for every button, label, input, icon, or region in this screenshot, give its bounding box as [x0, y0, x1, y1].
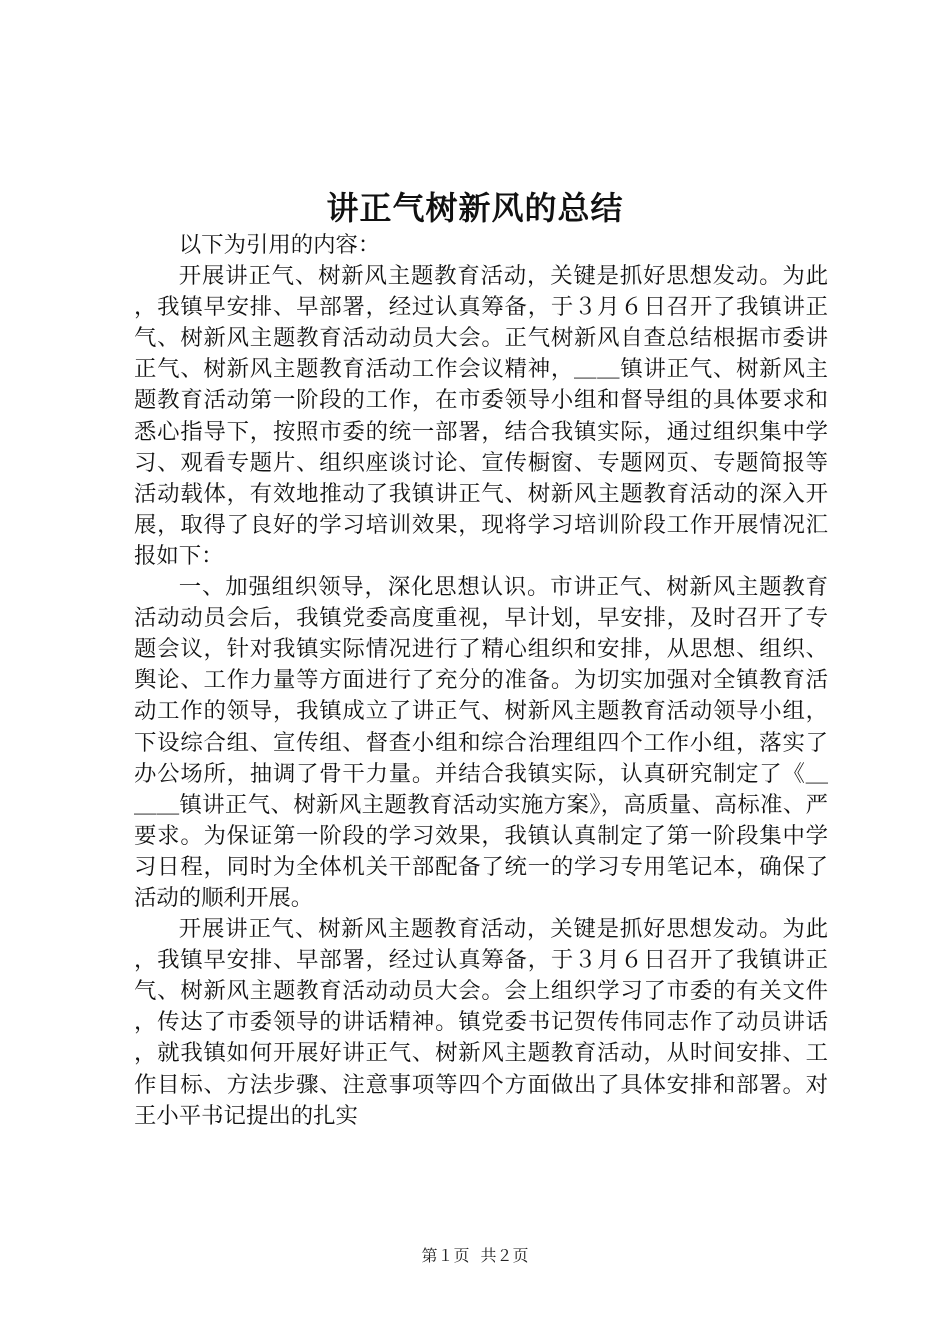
document-body: [134, 230, 828, 1132]
paragraph-intro: 以下为引用的内容：: [178, 232, 381, 258]
paragraph-2: 一、加强组织领导，深化思想认识。市讲正气、树新风主题教育活动动员会后，我镇党委高度重视，早计划，早安排，及时召开了专题会议，针对我镇实际情况进行了精心组织和安排，从思想、组织、舆论、工作力量等方面进行了充分的准备。为切实加强对全镇教育活动工作的领导，我镇成立了讲正气、树新风主题教育活动领导小组，下设综合组、宣传组、督查小组和综合治理组四个工作小组，落实了办公场所，抽调了骨干力量。并结合我镇实际，认真研究制定了《＿＿＿镇讲正气、树新风主题教育活动实施方案》，高质量、高标准、严要求。为保证第一阶段的学习效果，我镇认真制定了第一阶段集中学习日程，同时为全体机关干部配备了统一的学习专用笔记本，确保了活动的顺利开展。: [134, 574, 828, 911]
page-total: 共２页: [480, 1246, 529, 1265]
document-title: 讲正气树新风的总结: [326, 189, 624, 227]
page-number: 第１页: [421, 1246, 470, 1265]
paragraph-1: 开展讲正气、树新风主题教育活动，关键是抓好思想发动。为此，我镇早安排、早部署，经过认真筹备，于３月６日召开了我镇讲正气、树新风主题教育活动动员大会。正气树新风自查总结根据市委讲正气、树新风主题教育活动工作会议精神，＿＿镇讲正气、树新风主题教育活动第一阶段的工作，在市委领导小组和督导组的具体要求和悉心指导下，按照市委的统一部署，结合我镇实际，通过组织集中学习、观看专题片、组织座谈讨论、宣传橱窗、专题网页、专题简报等活动载体，有效地推动了我镇讲正气、树新风主题教育活动的深入开展，取得了良好的学习培训效果，现将学习培训阶段工作开展情况汇报如下：: [134, 263, 828, 569]
paragraph-3: 开展讲正气、树新风主题教育活动，关键是抓好思想发动。为此，我镇早安排、早部署，经过认真筹备，于３月６日召开了我镇讲正气、树新风主题教育活动动员大会。会上组织学习了市委的有关文件，传达了市委领导的讲话精神。镇党委书记贺传伟同志作了动员讲话，就我镇如何开展好讲正气、树新风主题教育活动，从时间安排、工作目标、方法步骤、注意事项等四个方面做出了具体安排和部署。对王小平书记提出的扎实: [134, 916, 828, 1129]
page-footer: [0, 1243, 950, 1266]
